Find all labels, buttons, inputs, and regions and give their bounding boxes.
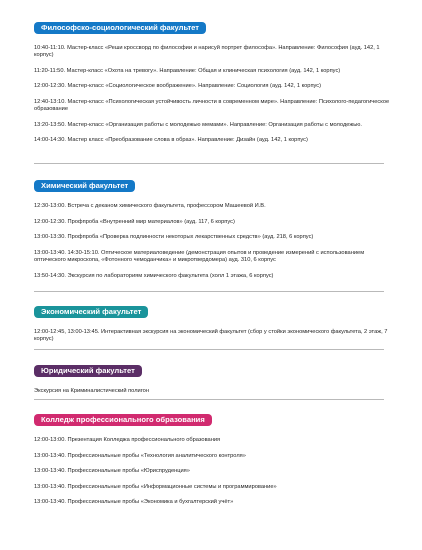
section-title-badge: Колледж профессионального образования [34,414,212,426]
entry-list [34,437,390,507]
list-item: 13:00-13:40. 14:30-15:10. Оптическое материаловедение (демонстрация опытов и проведение измерений с использованием оптического микроскопа, «Фотонного чемоданчика» и микротвердомера) ауд. 310, 6 корпус [34,249,365,263]
entry-list [34,388,390,395]
section-divider [34,399,384,400]
list-item: 13:50-14:30. Экскурсия по лабораториям химического факультета (холл 1 этажа, 6 корпус) [34,272,274,279]
section-chemistry [34,175,390,288]
section-divider [34,163,384,164]
section-economics [34,301,390,352]
list-item: Экскурсия на Криминалистический полигон [34,388,149,394]
list-item: 13:00-13:40. Профессиональные пробы «Юриспруденция» [34,468,190,475]
list-item: 13:20-13:50. Мастер-класс «Организация работы с молодежью мемами». Направление: Организация работы с молодежью. [34,121,363,128]
list-item: 12:00-13:00. Презентация Колледжа профессионального образования [34,437,221,443]
list-item: 12:00-12:45, 13:00-13:45. Интерактивная экскурсия на экономический факультет (сбор у стойки экономического факультета, 2 этаж, 7 корпус) [34,329,388,343]
list-item: 13:00-13:40. Профессиональные пробы «Экономика и бухгалтерский учёт» [34,499,234,506]
list-item: 14:00-14:30. Мастер класс «Преобразование слова в образ». Направление: Дизайн (ауд. 142, 1 корпус) [34,137,308,144]
section-title-badge: Юридический факультет [34,365,142,377]
section-title-badge: Химический факультет [34,180,135,192]
list-item: 12:00-12:30. Профпроба «Внутренний мир материалов» (ауд. 117, 6 корпус) [34,218,235,225]
section-philosophy-sociology [34,17,390,153]
list-item: 13:00-13:30. Профпроба «Проверка подлинности некоторых лекарственных средств» (ауд. 218, 6 корпус) [34,234,314,241]
section-law [34,360,390,404]
list-item: 12:40-13:10. Мастер-класс «Психологическая устойчивость личности в современном мире». Направление: Психолого-педагогическое образование [34,98,390,113]
entry-list [34,203,390,280]
list-item: 13:00-13:40. Профессиональные пробы «Информационные системы и программирование» [34,483,277,490]
list-item: 11:20-11:50. Мастер-класс «Охота на тревогу». Направление: Общая и клиническая психология (ауд. 142, 1 корпус) [34,67,341,74]
section-divider [34,349,384,350]
section-title-badge: Философско-социологический факультет [34,22,206,34]
list-item: 12:30-13:00. Встреча с деканом химического факультета, профессором Машеевой И.В. [34,203,266,209]
entry-list [34,329,390,343]
entry-list [34,45,390,145]
section-divider [34,291,384,292]
list-item: 12:00-12:30. Мастер-класс «Социологическое воображение». Направление: Социология (ауд. 142, 1 корпус) [34,83,322,90]
list-item: 13:00-13:40. Профессиональные пробы «Технология аналитического контроля» [34,452,246,459]
list-item: 10:40-11:10. Мастер-класс «Реши кроссворд по философии и нарисуй портрет философа». Направление: Философия (ауд. 142, 1 корпус) [34,45,380,59]
section-title-badge: Экономический факультет [34,306,148,318]
section-college [34,409,390,515]
